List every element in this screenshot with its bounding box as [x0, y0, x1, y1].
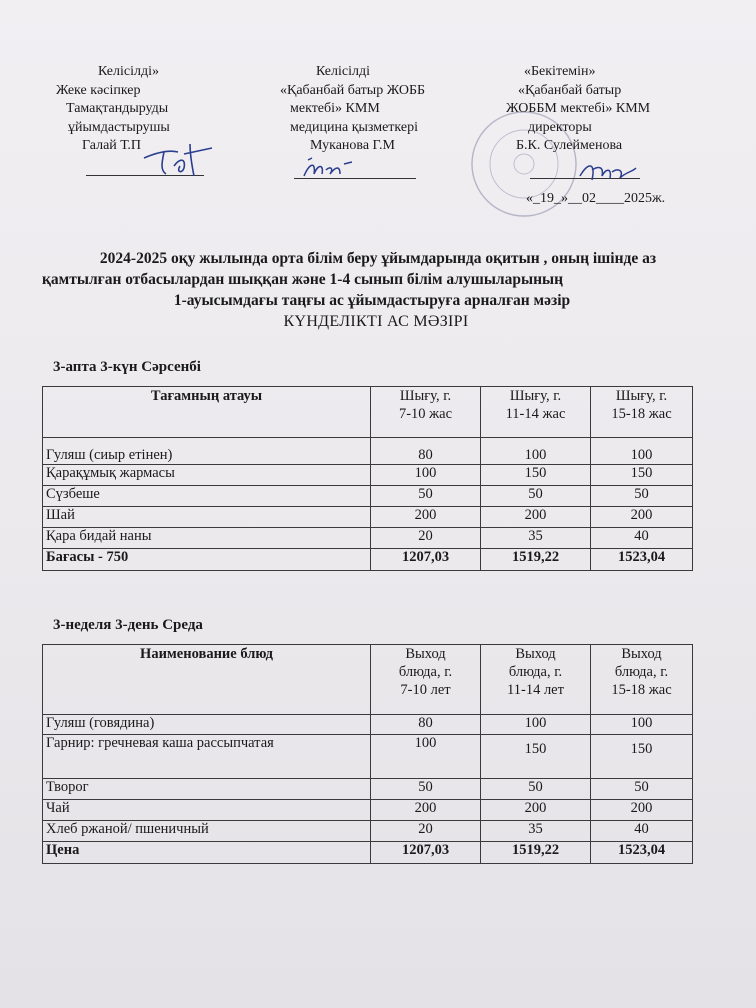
table-row [43, 779, 693, 800]
dish-name: Чай [43, 800, 371, 821]
approval-right [506, 63, 650, 156]
kz-header-name-text: Тағамның атауы [150, 388, 263, 404]
portion-value: 50 [481, 779, 591, 800]
price-label: Бағасы - 750 [43, 549, 371, 571]
dish-name: Хлеб ржаной/ пшеничный [43, 821, 371, 842]
ru-header-name [43, 645, 371, 715]
portion-value: 100 [371, 735, 481, 779]
heading-line-2: қамтылған отбасылардан шыққан және 1-4 сынып білім алушыларының [42, 271, 564, 288]
ru-header-text: 15-18 жас [611, 682, 672, 698]
portion-value: 150 [481, 735, 591, 779]
portion-value: 40 [591, 528, 693, 549]
ru-header-text: блюда, г. [508, 664, 563, 680]
ru-header-text: 7-10 лет [400, 682, 451, 698]
dish-name: Творог [43, 779, 371, 800]
dish-name: Қарақұмық жармасы [43, 465, 371, 486]
table-row [43, 715, 693, 735]
portion-value: 50 [371, 779, 481, 800]
kz-header-col [371, 387, 481, 438]
portion-value: 200 [591, 800, 693, 821]
heading-line-1: 2024-2025 оқу жылында орта білім беру ұйымдарында оқитын , оның ішінде аз [99, 250, 657, 267]
portion-value: 50 [481, 486, 591, 507]
table-row-total [43, 549, 693, 571]
portion-value: 20 [371, 528, 481, 549]
approval-right-line: ЖОББМ мектебі» КММ [506, 101, 651, 116]
price-value: 1523,04 [591, 842, 693, 864]
portion-value: 35 [481, 821, 591, 842]
table-row [43, 800, 693, 821]
portion-value: 50 [371, 486, 481, 507]
kz-menu-table [42, 386, 693, 571]
price-value: 1207,03 [371, 842, 481, 864]
table-row [43, 507, 693, 528]
approval-middle-line: Келісілді [316, 64, 370, 79]
ru-header-text: Выход [621, 646, 662, 662]
dish-name: Шай [43, 507, 371, 528]
kz-header-text: Шығу, г. [615, 388, 668, 404]
portion-value: 200 [371, 800, 481, 821]
approval-left-line: ұйымдастырушы [68, 119, 170, 135]
kz-header-text: 11-14 жас [505, 406, 566, 422]
kz-header-text: 15-18 жас [611, 406, 672, 422]
approval-date-text: «_19_»__02____2025ж. [526, 191, 666, 206]
portion-value: 80 [371, 438, 481, 465]
approval-left-line: Келісілді» [98, 64, 159, 79]
approval-left-line: Галай Т.П [82, 138, 142, 153]
table-row [43, 821, 693, 842]
price-label: Цена [43, 842, 371, 864]
approval-middle-line: Муканова Г.М [310, 138, 395, 153]
approval-middle-line: медицина қызметкері [290, 119, 418, 135]
portion-value: 150 [481, 465, 591, 486]
approval-right-line: директоры [528, 119, 592, 135]
table-row [43, 438, 693, 465]
approval-right-line: «Бекітемін» [524, 64, 596, 79]
approval-middle-line: «Қабанбай батыр ЖОББ [280, 82, 426, 98]
kz-menu-title: 3-апта 3-күн Сәрсенбі [53, 359, 201, 375]
ru-menu-title: 3-неделя 3-день Среда [53, 617, 203, 633]
kz-header-text: 7-10 жас [398, 406, 453, 422]
kz-header-col [481, 387, 591, 438]
portion-value: 35 [481, 528, 591, 549]
portion-value: 40 [591, 821, 693, 842]
ru-header-col [481, 645, 591, 715]
approval-date [526, 190, 665, 209]
approval-right-line: «Қабанбай батыр [518, 82, 622, 98]
portion-value: 200 [481, 800, 591, 821]
dish-name: Гарнир: гречневая каша рассыпчатая [43, 735, 371, 779]
portion-value: 20 [371, 821, 481, 842]
signature-left [140, 136, 220, 180]
dish-name: Қара бидай наны [43, 528, 371, 549]
kz-header-col [591, 387, 693, 438]
ru-header-name-text: Наименование блюд [140, 646, 273, 662]
ru-header-text: блюда, г. [614, 664, 669, 680]
portion-value: 50 [591, 486, 693, 507]
portion-value: 100 [591, 715, 693, 735]
table-row [43, 735, 693, 779]
ru-header-text: 11-14 лет [507, 682, 564, 698]
price-value: 1207,03 [371, 549, 481, 571]
table-row [43, 486, 693, 507]
price-value: 1519,22 [481, 842, 591, 864]
price-value: 1523,04 [591, 549, 693, 571]
portion-value: 200 [371, 507, 481, 528]
signature-right [576, 158, 640, 188]
kz-header-text: Шығу, г. [509, 388, 562, 404]
kz-header-name [43, 387, 371, 438]
kz-header-text: Шығу, г. [399, 388, 452, 404]
ru-header-text: блюда, г. [398, 664, 453, 680]
ru-menu-table [42, 644, 693, 864]
portion-value: 100 [371, 465, 481, 486]
ru-header-text: Выход [515, 646, 556, 662]
table-row-total [43, 842, 693, 864]
portion-value: 100 [481, 715, 591, 735]
portion-value: 100 [481, 438, 591, 465]
ru-header-text: Выход [405, 646, 446, 662]
portion-value: 100 [591, 438, 693, 465]
dish-name: Гуляш (сиыр етінен) [43, 438, 371, 465]
document-heading [0, 248, 756, 332]
dish-name: Сүзбеше [43, 486, 371, 507]
approval-middle-line: мектебі» КММ [290, 101, 380, 116]
portion-value: 150 [591, 465, 693, 486]
ru-header-col [371, 645, 481, 715]
portion-value: 50 [591, 779, 693, 800]
table-row [43, 465, 693, 486]
approval-right-line: Б.К. Сулейменова [516, 138, 623, 153]
portion-value: 200 [591, 507, 693, 528]
signature-middle [300, 156, 360, 182]
approval-left-line: Жеке кәсіпкер [56, 82, 141, 98]
ru-header-col [591, 645, 693, 715]
heading-line-4: КҮНДЕЛІКТІ АС МӘЗІРІ [283, 313, 469, 330]
approval-left-line: Тамақтандыруды [66, 101, 169, 116]
portion-value: 150 [591, 735, 693, 779]
table-row [43, 528, 693, 549]
dish-name: Гуляш (говядина) [43, 715, 371, 735]
portion-value: 200 [481, 507, 591, 528]
portion-value: 80 [371, 715, 481, 735]
price-value: 1519,22 [481, 549, 591, 571]
heading-line-3: 1-ауысымдағы таңғы ас ұйымдастыруға арналған мәзір [173, 292, 571, 309]
approval-middle [280, 63, 425, 156]
